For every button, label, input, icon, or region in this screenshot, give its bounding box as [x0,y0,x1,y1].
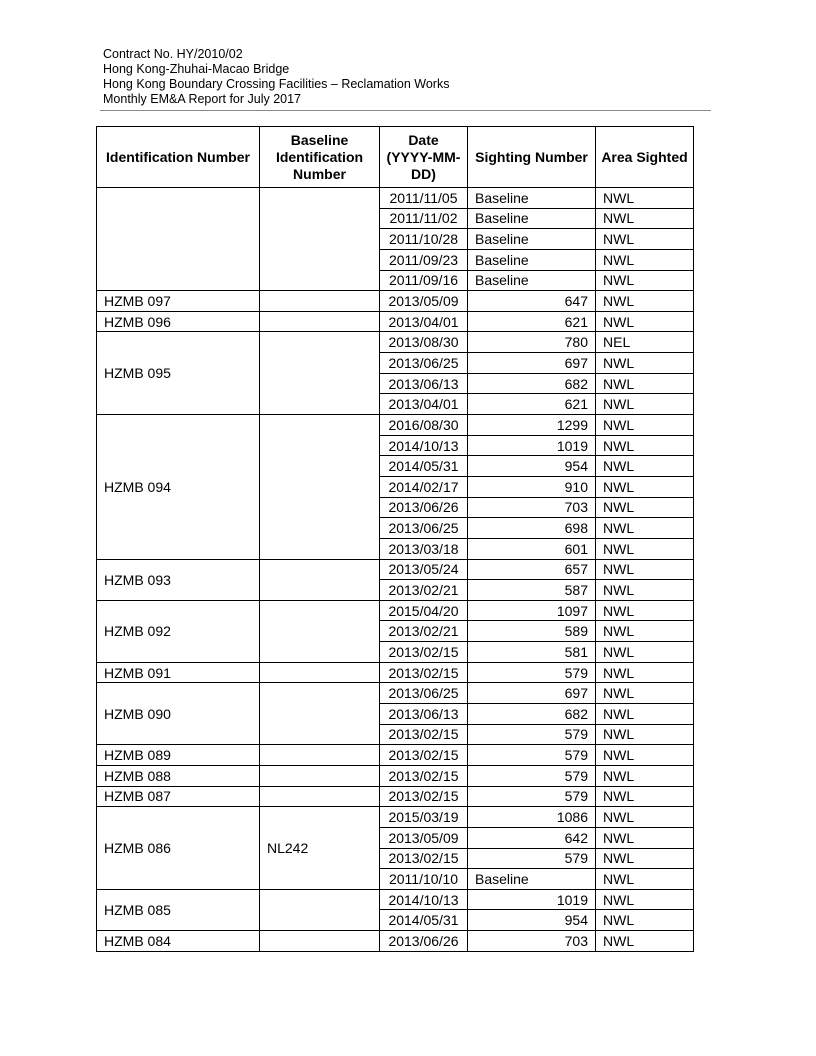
column-header-date: Date (YYYY-MM-DD) [380,127,468,188]
area-cell: NWL [596,600,694,621]
sighting-cell: Baseline [468,188,596,209]
table-body [97,188,694,952]
area-cell: NWL [596,208,694,229]
sighting-cell: 1097 [468,600,596,621]
date-cell: 2013/02/21 [380,580,468,601]
identification-cell: HZMB 095 [97,332,260,415]
sighting-cell: 589 [468,621,596,642]
date-cell: 2013/06/26 [380,497,468,518]
area-cell: NWL [596,869,694,890]
date-cell: 2013/05/09 [380,291,468,312]
date-cell: 2013/02/15 [380,662,468,683]
identification-cell: HZMB 096 [97,311,260,332]
table-row [97,683,694,704]
identification-cell [97,188,260,291]
sighting-cell: 697 [468,353,596,374]
area-cell: NWL [596,642,694,663]
area-cell: NWL [596,910,694,931]
date-cell: 2014/02/17 [380,476,468,497]
sighting-cell: 579 [468,786,596,807]
area-cell: NWL [596,889,694,910]
area-cell: NWL [596,724,694,745]
date-cell: 2013/08/30 [380,332,468,353]
column-header-area: Area Sighted [596,127,694,188]
sighting-cell: 601 [468,538,596,559]
baseline-cell [260,765,380,786]
report-header [103,47,449,107]
project-subtitle: Hong Kong Boundary Crossing Facilities – Reclamation Works [103,77,450,91]
project-name: Hong Kong-Zhuhai-Macao Bridge [103,62,290,76]
area-cell: NWL [596,765,694,786]
table-row [97,662,694,683]
table-row [97,745,694,766]
date-cell: 2013/02/15 [380,724,468,745]
identification-cell: HZMB 088 [97,765,260,786]
column-header-sighting: Sighting Number [468,127,596,188]
area-cell: NEL [596,332,694,353]
date-cell: 2014/10/13 [380,889,468,910]
area-cell: NWL [596,229,694,250]
area-cell: NWL [596,188,694,209]
identification-cell: HZMB 093 [97,559,260,600]
area-cell: NWL [596,291,694,312]
area-cell: NWL [596,786,694,807]
identification-cell: HZMB 094 [97,415,260,559]
area-cell: NWL [596,353,694,374]
area-cell: NWL [596,497,694,518]
area-cell: NWL [596,538,694,559]
identification-cell: HZMB 086 [97,807,260,890]
date-cell: 2013/02/15 [380,765,468,786]
sighting-cell: 954 [468,456,596,477]
sighting-cell: 621 [468,311,596,332]
area-cell: NWL [596,311,694,332]
sighting-cell: Baseline [468,249,596,270]
date-cell: 2016/08/30 [380,415,468,436]
area-cell: NWL [596,683,694,704]
date-cell: 2011/11/05 [380,188,468,209]
sighting-cell: 703 [468,931,596,952]
sighting-cell: 682 [468,373,596,394]
baseline-cell [260,332,380,415]
header-divider [100,110,711,111]
date-cell: 2011/09/23 [380,249,468,270]
sightings-table [96,126,694,952]
area-cell: NWL [596,931,694,952]
contract-number: Contract No. HY/2010/02 [103,47,243,61]
area-cell: NWL [596,518,694,539]
sighting-cell: 579 [468,662,596,683]
sighting-cell: 954 [468,910,596,931]
date-cell: 2015/04/20 [380,600,468,621]
date-cell: 2014/10/13 [380,435,468,456]
baseline-cell [260,662,380,683]
baseline-cell [260,559,380,600]
sighting-cell: 621 [468,394,596,415]
baseline-cell [260,786,380,807]
date-cell: 2015/03/19 [380,807,468,828]
date-cell: 2013/06/25 [380,353,468,374]
baseline-cell [260,931,380,952]
sighting-cell: 780 [468,332,596,353]
sighting-cell: 1299 [468,415,596,436]
sighting-cell: 682 [468,704,596,725]
table-row [97,807,694,828]
date-cell: 2013/02/15 [380,745,468,766]
baseline-cell [260,311,380,332]
sighting-cell: Baseline [468,208,596,229]
sighting-cell: 647 [468,291,596,312]
date-cell: 2013/02/15 [380,848,468,869]
area-cell: NWL [596,848,694,869]
date-cell: 2013/05/09 [380,827,468,848]
table-row [97,600,694,621]
table-header-row [97,127,694,188]
date-cell: 2011/10/28 [380,229,468,250]
identification-cell: HZMB 085 [97,889,260,930]
area-cell: NWL [596,662,694,683]
report-title: Monthly EM&A Report for July 2017 [103,92,302,106]
sighting-cell: 579 [468,745,596,766]
date-cell: 2013/06/25 [380,683,468,704]
area-cell: NWL [596,807,694,828]
area-cell: NWL [596,435,694,456]
area-cell: NWL [596,476,694,497]
table-row [97,765,694,786]
area-cell: NWL [596,745,694,766]
sighting-cell: 1019 [468,889,596,910]
date-cell: 2013/04/01 [380,311,468,332]
date-cell: 2011/09/16 [380,270,468,291]
date-cell: 2013/03/18 [380,538,468,559]
sighting-cell: Baseline [468,229,596,250]
date-cell: 2013/05/24 [380,559,468,580]
baseline-cell [260,415,380,559]
area-cell: NWL [596,621,694,642]
date-cell: 2013/02/15 [380,642,468,663]
date-cell: 2013/06/26 [380,931,468,952]
area-cell: NWL [596,456,694,477]
date-cell: 2013/04/01 [380,394,468,415]
date-cell: 2013/06/13 [380,704,468,725]
area-cell: NWL [596,580,694,601]
sighting-cell: 698 [468,518,596,539]
sighting-cell: 1019 [468,435,596,456]
table-row [97,291,694,312]
sighting-cell: 587 [468,580,596,601]
identification-cell: HZMB 084 [97,931,260,952]
sighting-cell: Baseline [468,869,596,890]
baseline-cell [260,889,380,930]
area-cell: NWL [596,415,694,436]
area-cell: NWL [596,249,694,270]
column-header-baseline: Baseline Identification Number [260,127,380,188]
sighting-cell: 581 [468,642,596,663]
table-row [97,311,694,332]
baseline-cell: NL242 [260,807,380,890]
identification-cell: HZMB 091 [97,662,260,683]
date-cell: 2013/02/15 [380,786,468,807]
area-cell: NWL [596,559,694,580]
column-header-identification: Identification Number [97,127,260,188]
area-cell: NWL [596,394,694,415]
date-cell: 2011/10/10 [380,869,468,890]
table-row [97,188,694,209]
baseline-cell [260,745,380,766]
sighting-cell: 697 [468,683,596,704]
identification-cell: HZMB 089 [97,745,260,766]
sighting-cell: Baseline [468,270,596,291]
sighting-cell: 579 [468,765,596,786]
area-cell: NWL [596,704,694,725]
date-cell: 2014/05/31 [380,910,468,931]
baseline-cell [260,683,380,745]
identification-cell: HZMB 087 [97,786,260,807]
area-cell: NWL [596,373,694,394]
baseline-cell [260,291,380,312]
sighting-cell: 1086 [468,807,596,828]
table-row [97,415,694,436]
date-cell: 2014/05/31 [380,456,468,477]
table-row [97,559,694,580]
identification-cell: HZMB 090 [97,683,260,745]
sighting-cell: 579 [468,724,596,745]
identification-cell: HZMB 097 [97,291,260,312]
table-row [97,889,694,910]
date-cell: 2013/06/25 [380,518,468,539]
sighting-cell: 642 [468,827,596,848]
area-cell: NWL [596,270,694,291]
sighting-cell: 579 [468,848,596,869]
date-cell: 2013/02/21 [380,621,468,642]
sighting-cell: 657 [468,559,596,580]
table-row [97,931,694,952]
date-cell: 2011/11/02 [380,208,468,229]
baseline-cell [260,600,380,662]
area-cell: NWL [596,827,694,848]
date-cell: 2013/06/13 [380,373,468,394]
table-row [97,786,694,807]
identification-cell: HZMB 092 [97,600,260,662]
sighting-cell: 910 [468,476,596,497]
sighting-cell: 703 [468,497,596,518]
table-row [97,332,694,353]
baseline-cell [260,188,380,291]
